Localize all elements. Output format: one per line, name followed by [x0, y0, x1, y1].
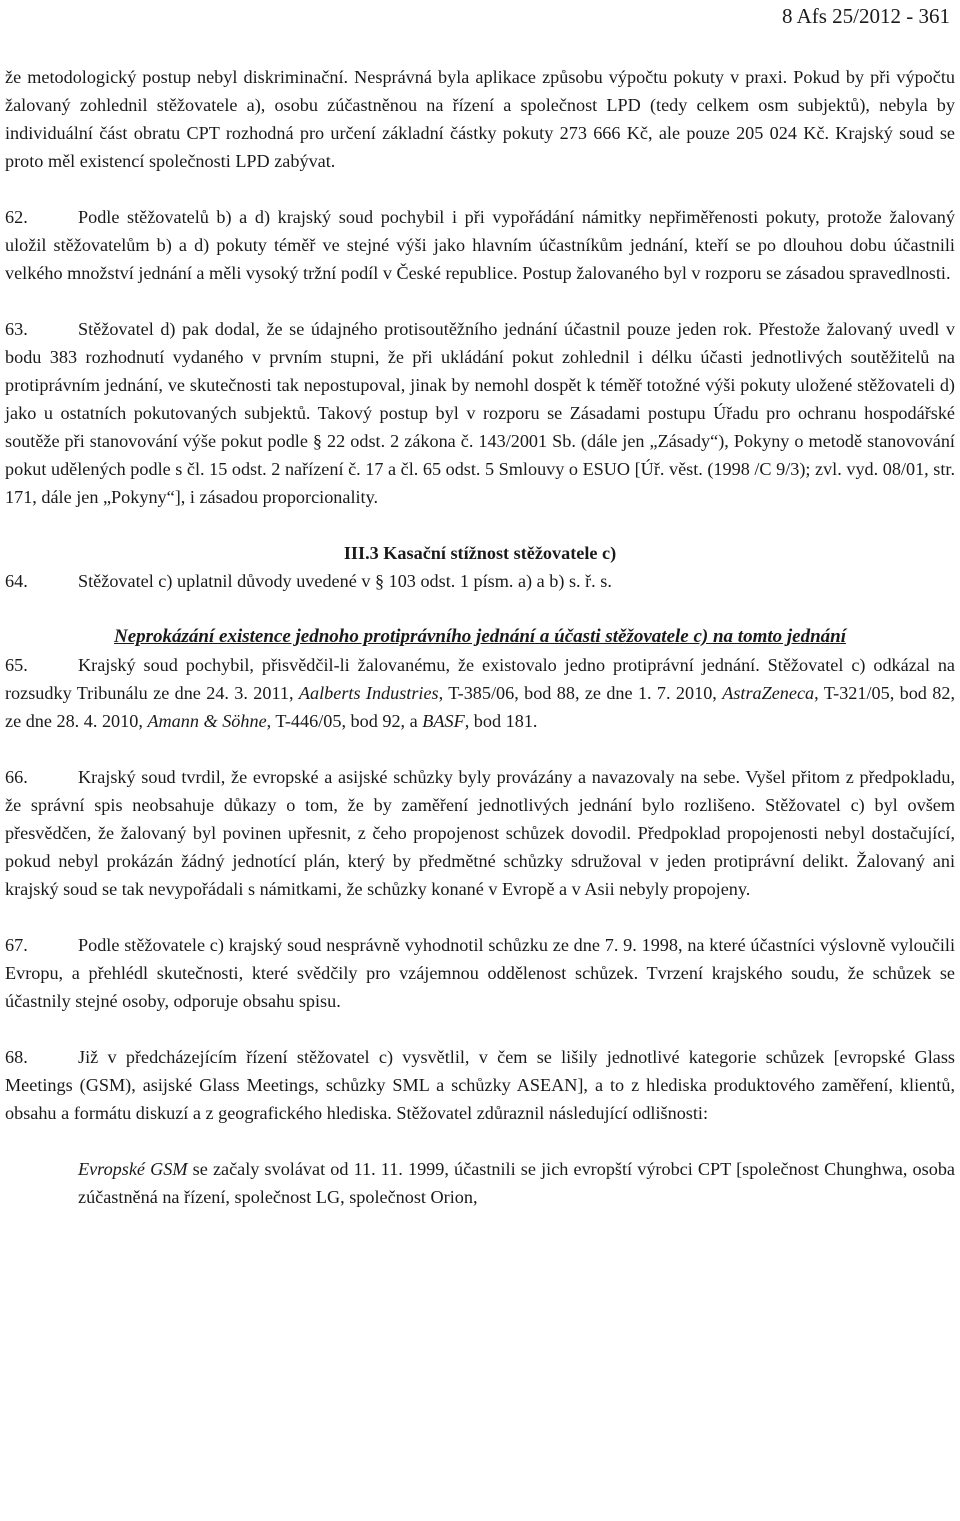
- section-heading: III.3 Kasační stížnost stěžovatele c): [343, 543, 617, 563]
- paragraph-text: , T-321/05, bod 82, ze dne 28. 4. 2010,: [5, 683, 955, 731]
- paragraph-number: 64.: [5, 571, 28, 591]
- document-body: [5, 63, 955, 1211]
- paragraph-number: 62.: [5, 207, 28, 227]
- paragraph-text: Již v předcházejícím řízení stěžovatel c) vysvětlil, v čem se lišily jednotlivé kategorie schůzek [evropské Glass Meetings (GSM), asijské Glass Meetings, schůzky SML a schůzky ASEAN], a to z hlediska produktového zaměření, klientů, obsahu a formátu diskuzí a z geografického hlediska. Stěžovatel zdůraznil následující odlišnosti:: [5, 1047, 955, 1123]
- paragraph-63: [5, 315, 955, 511]
- paragraph-text: Krajský soud tvrdil, že evropské a asijské schůzky byly provázány a navazovaly na sebe. Vyšel přitom z předpokladu, že správní spis neobsahuje důkazy o tom, že by zaměření jednotlivých jednání bylo rozlišeno. Stěžovatel c) byl ovšem přesvědčen, že žalovaný byl povinen upřesnit, z čeho propojenost schůzek dovodil. Předpoklad propojenosti nebyl dostačující, pokud nebyl prokázán žádný jednotící plán, který by předmětné schůzky sdružoval v jeden protiprávní delikt. Žalovaný ani krajský soud se tak nevypořádali s námitkami, že schůzky konané v Evropě a v Asii nebyly propojeny.: [5, 767, 955, 899]
- paragraph-number: 63.: [5, 319, 28, 339]
- paragraph-text: Podle stěžovatelů b) a d) krajský soud pochybil i při vypořádání námitky nepřiměřenosti pokuty, protože žalovaný uložil stěžovatelům b) a d) pokuty téměř ve stejné výši jako hlavním účastníkům jednání, kteří se po dlouhou dobu účastnili velkého množství jednání a měli vysoký tržní podíl v České republice. Postup žalovaného byl v rozporu se zásadou spravedlnosti.: [5, 207, 955, 283]
- subsection-heading: Neprokázání existence jednoho protiprávního jednání a účasti stěžovatele c) na tomto jednání: [113, 626, 847, 647]
- case-name: Amann & Söhne: [147, 711, 267, 731]
- paragraph-text: Krajský soud pochybil, přisvědčil-li žalovanému, že existovalo jedno protiprávní jednání. Stěžovatel c) odkázal na rozsudky Tribunálu ze dne 24. 3. 2011,: [5, 655, 955, 703]
- case-reference: 8 Afs 25/2012 - 361: [782, 4, 950, 28]
- paragraph-text: , bod 181.: [464, 711, 538, 731]
- paragraph-text: Stěžovatel d) pak dodal, že se údajného protisoutěžního jednání účastnil pouze jeden rok. Přestože žalovaný uvedl v bodu 383 rozhodnutí vydaného v prvním stupni, že při ukládání pokut zohlednil i délku účasti jednotlivých soutěžitelů na protiprávním jednání, ve skutečnosti tak nepostupoval, jinak by nemohl dospět k téměř totožné výši pokuty uložené stěžovateli d) jako u ostatních pokutovaných subjektů. Takový postup byl v rozporu se Zásadami postupu Úřadu pro ochranu hospodářské soutěže při stanovování výše pokut podle § 22 odst. 2 zákona č. 143/2001 Sb. (dále jen „Zásady“), Pokyny o metodě stanovování pokut udělených podle s čl. 15 odst. 2 nařízení č. 17 a čl. 65 odst. 5 Smlouvy o ESUO [Úř. věst. (1998 /C 9/3); zvl. vyd. 08/01, str. 171, dále jen „Pokyny“], i zásadou proporcionality.: [5, 319, 955, 507]
- paragraph-number: 66.: [5, 767, 28, 787]
- case-name: Aalberts Industries: [298, 683, 439, 703]
- category-label: Evropské GSM: [78, 1159, 188, 1179]
- paragraph-number: 65.: [5, 655, 28, 675]
- paragraph-64: [5, 567, 955, 595]
- paragraph-number: 68.: [5, 1047, 28, 1067]
- paragraph-62: [5, 203, 955, 287]
- paragraph-text: se začaly svolávat od 11. 11. 1999, účastnili se jich evropští výrobci CPT [společnost Chunghwa, osoba zúčastněná na řízení, společnost LG, společnost Orion,: [78, 1159, 955, 1207]
- paragraph-text: , T-446/05, bod 92, a: [266, 711, 423, 731]
- paragraph-65: [5, 651, 955, 735]
- paragraph-text: Podle stěžovatele c) krajský soud nesprávně vyhodnotil schůzku ze dne 7. 9. 1998, na které účastníci výslovně vyloučili Evropu, a přehlédl skutečnosti, které svědčily pro vzájemnou oddělenost schůzek. Tvrzení krajského soudu, že schůzek se účastnily stejné osoby, odporuje obsahu spisu.: [5, 935, 955, 1011]
- paragraph-67: [5, 931, 955, 1015]
- case-name: BASF: [422, 711, 465, 731]
- paragraph-text: Stěžovatel c) uplatnil důvody uvedené v § 103 odst. 1 písm. a) a b) s. ř. s.: [78, 571, 612, 591]
- case-name: AstraZeneca: [722, 683, 815, 703]
- paragraph-61-continuation: že metodologický postup nebyl diskriminační. Nesprávná byla aplikace způsobu výpočtu pokuty v praxi. Pokud by při výpočtu žalovaný zohlednil stěžovatele a), osobu zúčastněnou na řízení a společnost LPD (tedy celkem osm subjektů), nebyla by individuální část obratu CPT rozhodná pro určení základní částky pokuty 273 666 Kč, ale pouze 205 024 Kč. Krajský soud se proto měl existencí společnosti LPD zabývat.: [5, 67, 955, 171]
- paragraph-66: [5, 763, 955, 903]
- paragraph-european-gsm: [5, 1155, 955, 1211]
- paragraph-number: 67.: [5, 935, 28, 955]
- paragraph-68: [5, 1043, 955, 1127]
- paragraph-text: , T-385/06, bod 88, ze dne 1. 7. 2010,: [438, 683, 723, 703]
